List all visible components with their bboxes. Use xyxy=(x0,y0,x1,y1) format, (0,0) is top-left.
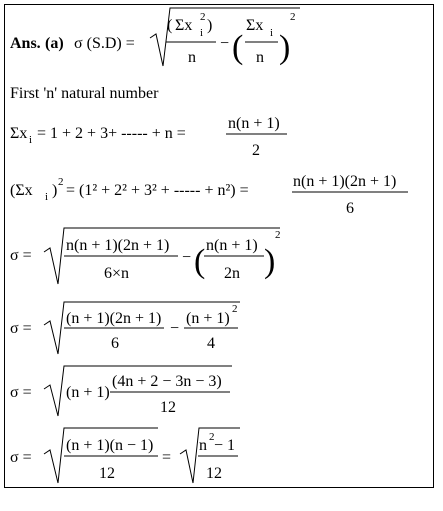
step4-eq: = xyxy=(162,449,172,466)
sum-rhs: = 1 + 2 + 3+ ----- + n = xyxy=(37,125,186,142)
sum-denominator: 2 xyxy=(252,142,260,159)
step1-den2: 2n xyxy=(224,265,240,282)
superscript-2: 2 xyxy=(200,11,206,23)
sd-formula-row xyxy=(10,8,300,66)
paren-left: ( xyxy=(167,17,173,34)
step3-num: (4n + 2 − 3n − 3) xyxy=(112,373,222,390)
sum-subscript: i xyxy=(29,134,33,146)
square-lhs-sub: i xyxy=(45,191,49,203)
step1-sup: 2 xyxy=(275,229,281,241)
step1-row xyxy=(10,228,281,284)
step2-den1: 6 xyxy=(111,335,119,352)
step2-sigma: σ = xyxy=(10,320,32,337)
step4-den2: 12 xyxy=(206,465,222,482)
square-numerator: n(n + 1)(2n + 1) xyxy=(293,173,397,190)
sum-x-2: Σx xyxy=(246,17,264,34)
step2-den2: 4 xyxy=(207,335,215,352)
subscript-i: i xyxy=(200,27,204,39)
answer-part: (a) xyxy=(45,35,64,52)
sum-lhs: Σx xyxy=(10,125,28,142)
denominator-n: n xyxy=(188,49,196,66)
square-lhs-sup: 2 xyxy=(58,176,64,188)
big-paren-left: ( xyxy=(232,29,244,66)
big-paren-right: ) xyxy=(279,29,291,66)
step1-paren-right: ) xyxy=(264,243,276,280)
square-row xyxy=(10,173,408,217)
step4-num2b: − 1 xyxy=(214,437,236,454)
step1-minus: − xyxy=(182,249,192,266)
outer-superscript-2: 2 xyxy=(290,11,296,23)
step3-row xyxy=(10,366,232,416)
step1-num2: n(n + 1) xyxy=(206,237,258,254)
square-rhs: = (1² + 2² + 3² + ----- + n²) = xyxy=(66,182,249,199)
step2-row xyxy=(10,302,240,354)
answer-label: Ans. xyxy=(10,35,41,52)
square-lhs-open: (Σx xyxy=(10,182,33,199)
paren-right: ) xyxy=(207,17,213,34)
step4-num1: (n + 1)(n − 1) xyxy=(66,437,154,454)
step1-num1: n(n + 1)(2n + 1) xyxy=(66,237,170,254)
step2-num2: (n + 1) xyxy=(186,310,230,327)
step2-minus: − xyxy=(170,320,180,337)
step3-sigma: σ = xyxy=(10,384,32,401)
sd-lhs: σ (S.D) = xyxy=(74,35,135,52)
step3-factor: (n + 1) xyxy=(66,384,110,401)
denominator-n-2: n xyxy=(256,49,264,66)
step4-den1: 12 xyxy=(99,465,115,482)
step1-paren-left: ( xyxy=(194,243,206,280)
step3-den: 12 xyxy=(160,399,176,416)
subscript-i-2: i xyxy=(270,27,274,39)
minus-sign: − xyxy=(220,35,230,52)
square-lhs-close: ) xyxy=(52,182,58,199)
step1-den1: 6×n xyxy=(104,265,130,282)
step4-sigma: σ = xyxy=(10,449,32,466)
step1-sigma: σ = xyxy=(10,247,32,264)
sum-x: Σx xyxy=(175,17,193,34)
sum-numerator: n(n + 1) xyxy=(228,115,280,132)
step4-sup2: 2 xyxy=(209,431,215,443)
statement-text: First 'n' natural number xyxy=(10,85,159,102)
square-denominator: 6 xyxy=(346,200,354,217)
step2-num1: (n + 1)(2n + 1) xyxy=(66,310,162,327)
step4-row xyxy=(10,428,240,483)
sum-row xyxy=(10,115,287,159)
step2-sup: 2 xyxy=(232,303,238,315)
step4-num2: n xyxy=(199,437,207,454)
